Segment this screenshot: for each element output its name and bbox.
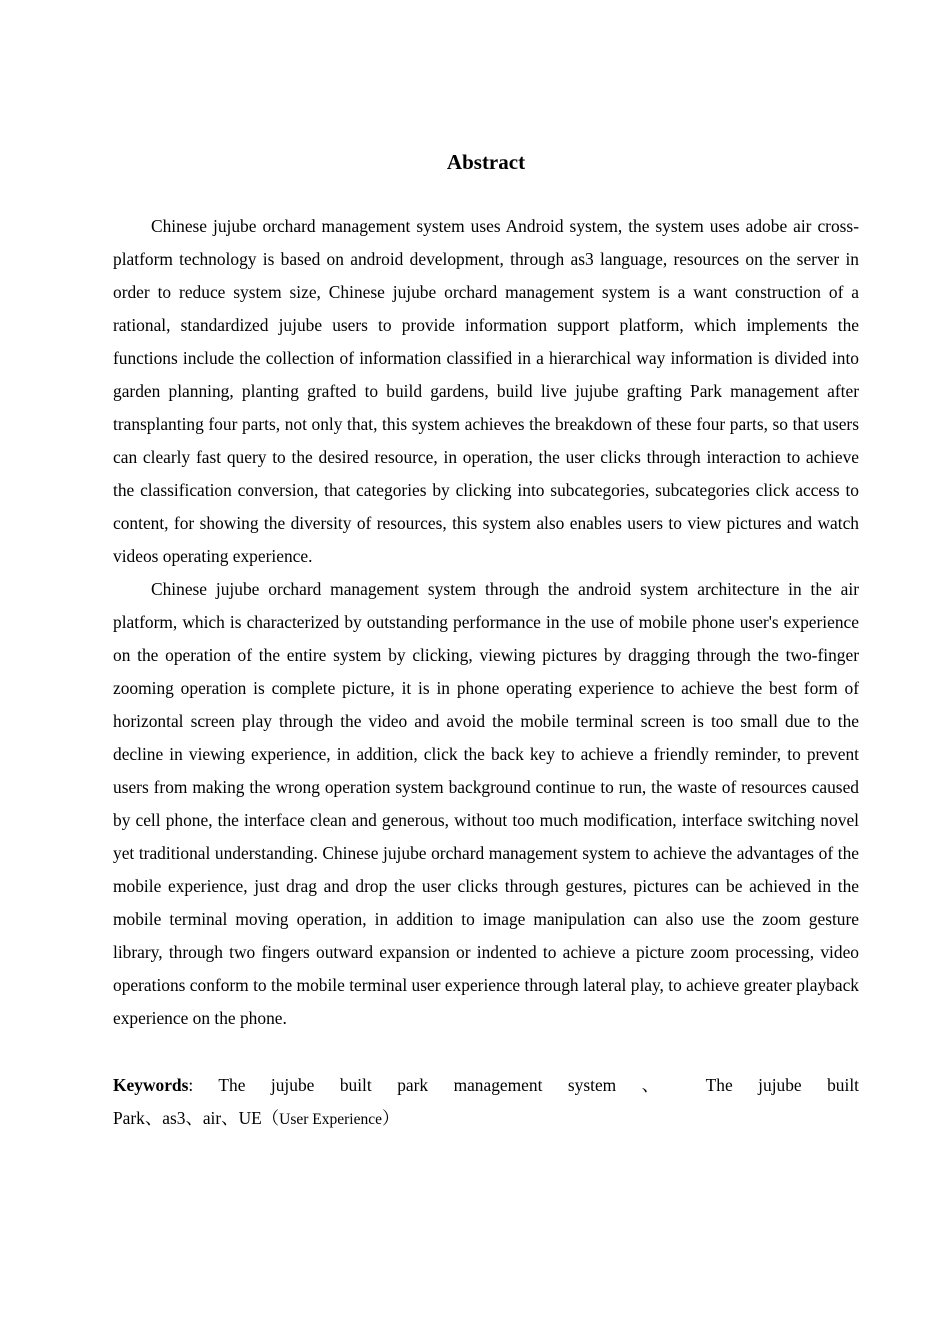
keywords-line-2 — [113, 1102, 859, 1136]
keywords-closing-paren: ） — [382, 1108, 400, 1128]
abstract-paragraph-1: Chinese jujube orchard management system uses Android system, the system uses adobe air cross-platform technology is based on android development, through as3 language, resources on the server in order to reduce system size, Chinese jujube orchard management system is a want construction of a rational, standardized jujube users to provide information support platform, which implements the functions include the collection of information classified in a hierarchical way information is divided into garden planning, planting grafted to build gardens, build live jujube grafting Park management after transplanting four parts, not only that, this system achieves the breakdown of these four parts, so that users can clearly fast query to the desired resource, in operation, the user clicks through interaction to achieve the classification conversion, that categories by clicking into subcategories, subcategories click access to content, for showing the diversity of resources, this system also enables users to view pictures and watch videos operating experience. — [113, 216, 859, 566]
keywords-line-1 — [113, 1069, 859, 1102]
abstract-page — [113, 148, 859, 1136]
abstract-paragraph-2: Chinese jujube orchard management system through the android system architecture in the air platform, which is characterized by outstanding performance in the use of mobile phone user's experience on the operation of the entire system by clicking, viewing pictures by dragging through the two-finger zooming operation is complete picture, it is in phone operating experience to achieve the best form of horizontal screen play through the video and avoid the mobile terminal screen is too small due to the decline in viewing experience, in addition, click the back key to achieve a friendly reminder, to prevent users from making the wrong operation system background continue to run, the waste of resources caused by cell phone, the interface clean and generous, without too much modification, interface switching novel yet traditional understanding. Chinese jujube orchard management system to achieve the advantages of the mobile experience, just drag and drop the user clicks through gestures, pictures can be achieved in the mobile terminal moving operation, in addition to image manipulation can also use the zoom gesture library, through two fingers outward expansion or indented to achieve a picture zoom processing, video operations conform to the mobile terminal user experience through lateral play, to achieve greater playback experience on the phone. — [113, 579, 859, 1028]
keywords-label: Keywords — [113, 1075, 189, 1095]
keywords-text-1: The jujube built park management system 、 The jujube built — [218, 1075, 859, 1095]
keywords-ue-expansion: User Experience — [279, 1111, 383, 1128]
keywords-text-2: Park、as3、air、UE（ — [113, 1108, 280, 1128]
abstract-title: Abstract — [446, 150, 526, 174]
keywords-separator: : — [188, 1075, 194, 1095]
